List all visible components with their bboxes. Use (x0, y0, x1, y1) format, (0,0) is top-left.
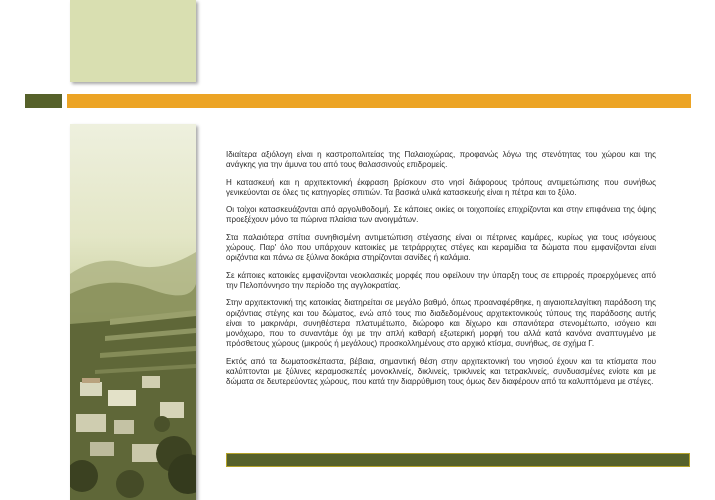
paragraph: Η κατασκευή και η αρχιτεκτονική έκφραση βρίσκουν στο νησί διάφορους τρόπους αντιμετώπισης που συνήθως γενικεύονται σε όλες τις κατηγορίες σπιτιών. Τα βασικά υλικά κατασκευής είναι η πέτρα και το ξύλο. (226, 177, 656, 197)
paragraph: Οι τοίχοι κατασκευάζονται από αργολιθοδομή. Σε κάποιες οικίες οι τοιχοποιίες επιχρίζονται και στην επιφάνεια της όψης προεξέχουν μόνο τα πώρινα πλαίσια των ανοιγμάτων. (226, 205, 656, 225)
village-landscape-image (70, 124, 196, 500)
header-band-orange (67, 94, 691, 108)
paragraph: Σε κάποιες κατοικίες εμφανίζονται νεοκλασικές μορφές που οφείλουν την ύπαρξη τους σε επιρροές προερχόμενες από την Πελοπόννησο την περίοδο της αγγλοκρατίας. (226, 270, 656, 290)
paragraph: Στα παλαιότερα σπίτια συνηθισμένη αντιμετώπιση στέγασης είναι οι πέτρινες καμάρες, κυρίως για τους ισόγειους χώρους. Παρ' όλο που υπάρχουν κατοικίες με τετράρριχτες στέγες και κεραμίδια τα δώματα που εμφανίζονται είναι οριζόντια και πάνω σε ξύλινα δοκάρια στηρίζονται σανίδες ή καλάμια. (226, 232, 656, 263)
footer-band (226, 453, 690, 467)
body-text (226, 150, 656, 395)
village-photo-strip (70, 124, 196, 500)
top-decorative-panel (70, 0, 196, 82)
paragraph: Στην αρχιτεκτονική της κατοικίας διατηρείται σε μεγάλο βαθμό, όπως προαναφέρθηκε, η αιγαιοπελαγίτικη παράδοση της οριζόντιας στέγης και του δώματος, ενώ από τους πιο διαδεδομένους αρχιτεκτονικούς τύπους της παράδοσης αυτής είναι το μακρινάρι, συνηθέστερα πλατυμέτωπο, διώροφο και δίχωρο και σπανιότερα στενομέτωπο, ισόγειο και μονόχωρο, που το συναντάμε όχι με την απλή καθαρή εξωτερική μορφή του αλλά κατά κανόνα αναπτυγμένο με πρόσθετους χώρους (μικρούς ή μεγάλους) προσκολλημένους στο αρχικό κτίσμα, συνήθως, σε σχήμα Γ. (226, 298, 656, 349)
header-band-dark (25, 94, 62, 108)
paragraph: Ιδιαίτερα αξιόλογη είναι η καστροπολιτείας της Παλαιοχώρας, προφανώς λόγω της στενότητας του χώρου και της ανάγκης για την άμυνα του από τους θαλασσινούς επιδρομείς. (226, 150, 656, 170)
paragraph: Εκτός από τα δωματοσκέπαστα, βέβαια, σημαντική θέση στην αρχιτεκτονική του νησιού έχουν και τα κτίσματα που καλύπτονται με ξύλινες κεραμοσκεπές μονοκλινείς, δικλινείς, τρικλινείς και τετρακλινείς, συνδυασμένες ενίοτε και με δώματα σε δευτερεύοντες χώρους, που κατά την διαρρύθμιση τους όμως δεν διαφέρουν από τα καλυπτόμενα με στέγες. (226, 356, 656, 387)
